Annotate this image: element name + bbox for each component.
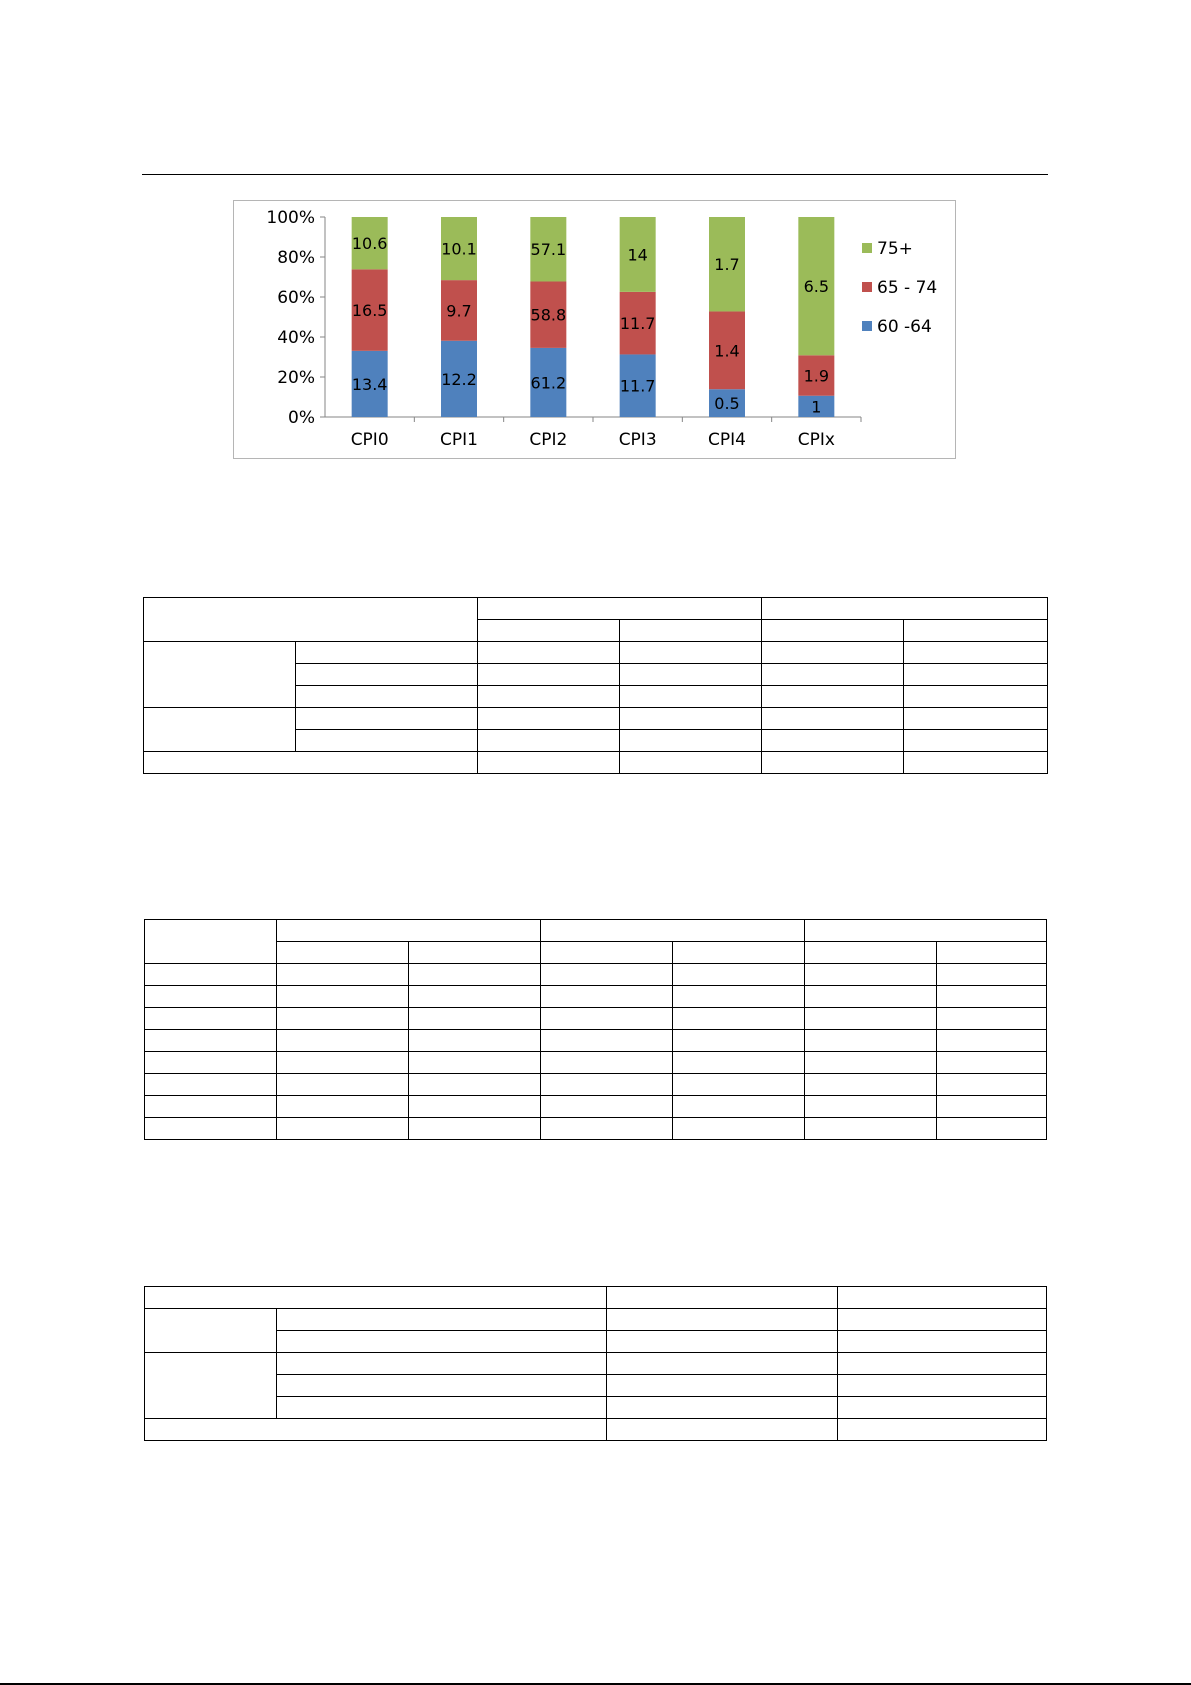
data-label: 14: [627, 245, 648, 265]
data-label: 1: [811, 397, 822, 417]
table-row: [144, 752, 1048, 774]
table-row: [145, 920, 1047, 942]
legend-swatch: [862, 321, 872, 331]
x-tick-label: CPI0: [350, 430, 389, 450]
data-label: 11.7: [619, 314, 656, 334]
table-3: [144, 1286, 1047, 1441]
legend-swatch: [862, 282, 872, 292]
y-tick-label: 40%: [277, 328, 315, 348]
legend-label: 60 -64: [877, 317, 932, 337]
table-row: [145, 1008, 1047, 1030]
table-row: [145, 964, 1047, 986]
chart-canvas: [234, 201, 957, 460]
y-tick-label: 80%: [277, 248, 315, 268]
table-row: [145, 1331, 1047, 1353]
table-1: [143, 597, 1048, 774]
legend-label: 65 - 74: [877, 278, 938, 298]
table-row: [144, 598, 1048, 620]
legend-label: 75+: [877, 239, 913, 259]
table-2: [144, 919, 1047, 1140]
y-tick-label: 20%: [277, 368, 315, 388]
y-tick-label: 60%: [277, 288, 315, 308]
table-row: [145, 1096, 1047, 1118]
y-tick-label: 100%: [266, 208, 315, 228]
x-tick-label: CPI2: [529, 430, 568, 450]
table-row: [145, 1118, 1047, 1140]
table-row: [145, 1309, 1047, 1331]
table-row: [145, 1074, 1047, 1096]
x-tick-label: CPI1: [440, 430, 478, 450]
data-label: 10.6: [351, 234, 388, 254]
table-row: [145, 1397, 1047, 1419]
data-label: 58.8: [530, 305, 567, 325]
data-label: 61.2: [530, 373, 567, 393]
data-label: 6.5: [803, 277, 830, 297]
table-row: [144, 642, 1048, 664]
data-label: 1.7: [714, 255, 740, 275]
table-row: [145, 1052, 1047, 1074]
x-tick-label: CPI4: [708, 430, 746, 450]
data-label: 0.5: [714, 394, 740, 414]
data-label: 13.4: [351, 374, 388, 394]
table-row: [144, 708, 1048, 730]
data-label: 12.2: [441, 369, 477, 389]
data-label: 57.1: [530, 240, 567, 260]
stacked-bar-chart: [233, 200, 956, 459]
y-tick-label: 0%: [288, 408, 315, 428]
data-label: 9.7: [446, 301, 472, 321]
table-row: [145, 1030, 1047, 1052]
x-tick-label: CPIx: [797, 430, 835, 450]
legend-swatch: [862, 243, 872, 253]
table-row: [145, 1287, 1047, 1309]
table-row: [145, 942, 1047, 964]
data-label: 11.7: [619, 376, 656, 396]
table-row: [145, 1375, 1047, 1397]
header-rule: [142, 174, 1048, 175]
table-row: [145, 986, 1047, 1008]
table-row: [145, 1353, 1047, 1375]
data-label: 1.4: [714, 341, 740, 361]
data-label: 10.1: [441, 239, 477, 259]
x-tick-label: CPI3: [618, 430, 657, 450]
data-label: 16.5: [351, 301, 388, 321]
data-label: 1.9: [803, 366, 830, 386]
table-row: [145, 1419, 1047, 1441]
